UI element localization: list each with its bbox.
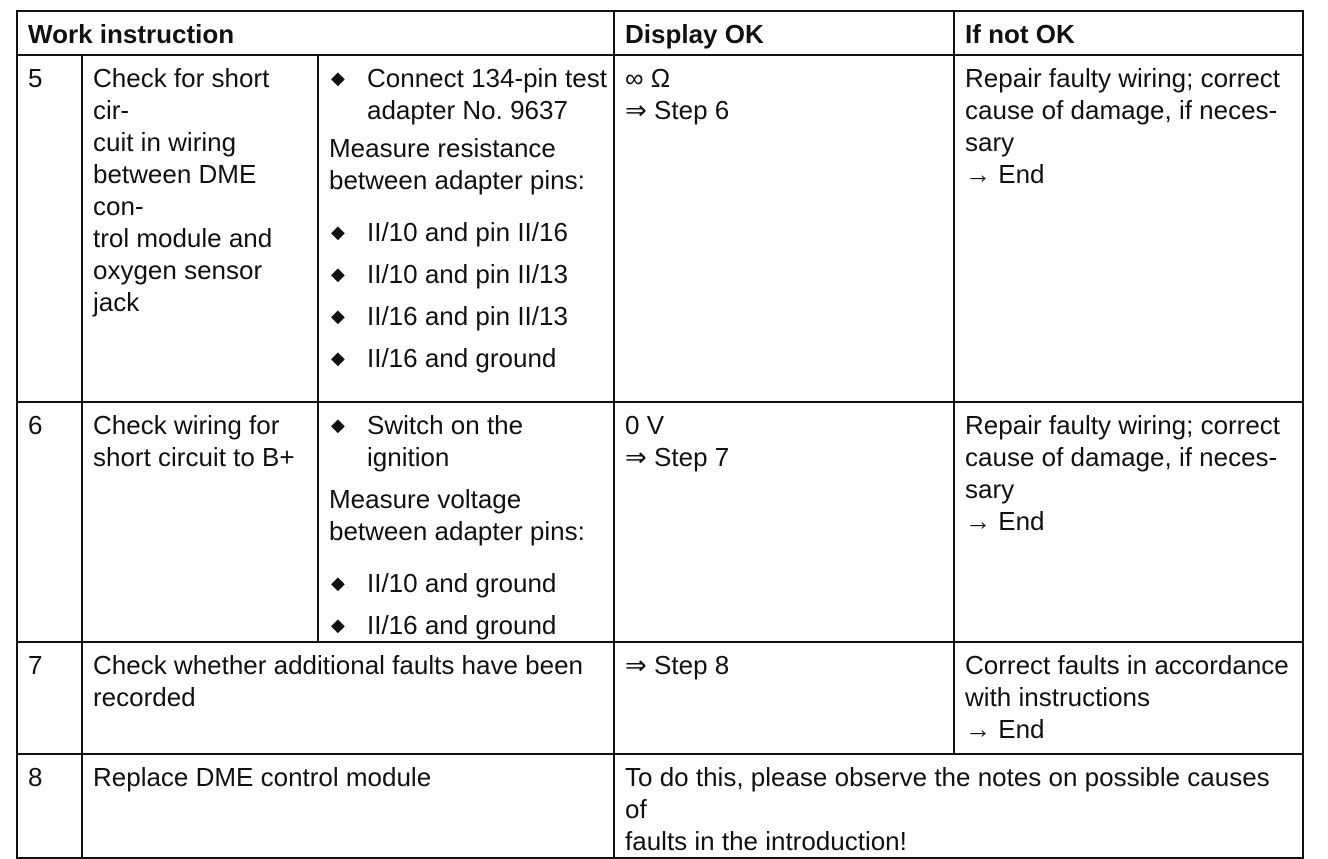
table-row xyxy=(17,642,1303,754)
if-not-ok-action: Repair faulty wiring; correct cause of damage, if neces- sary → End xyxy=(954,55,1303,402)
step-number: 8 xyxy=(17,754,82,858)
header-if-not-ok: If not OK xyxy=(954,11,1303,55)
bullet-text: Connect 134-pin test adapter No. 9637 xyxy=(367,63,607,125)
step-description: Check wiring for short circuit to B+ xyxy=(82,402,318,642)
list-item xyxy=(329,62,609,126)
display-ok-value: ∞ Ω ⇒ Step 6 xyxy=(614,55,954,402)
display-ok-value: ⇒ Step 8 xyxy=(614,642,954,754)
measure-instruction: Measure voltage between adapter pins: xyxy=(329,484,585,546)
if-not-ok-action: Correct faults in accordance with instructions → End xyxy=(954,642,1303,754)
diamond-icon: ◆ xyxy=(331,615,345,635)
header-display-ok: Display OK xyxy=(614,11,954,55)
table-row xyxy=(17,55,1303,402)
diamond-icon: ◆ xyxy=(331,573,345,593)
bullet-text: II/16 and ground xyxy=(367,343,557,373)
diamond-icon: ◆ xyxy=(331,306,345,326)
step-number: 6 xyxy=(17,402,82,642)
step-note: To do this, please observe the notes on possible causes of faults in the introduction! xyxy=(614,754,1303,858)
step-number: 5 xyxy=(17,55,82,402)
table-row xyxy=(17,402,1303,642)
if-not-ok-action: Repair faulty wiring; correct cause of damage, if neces- sary → End xyxy=(954,402,1303,642)
step-description: Check for short cir- cuit in wiring between DME con- trol module and oxygen sensor jack xyxy=(82,55,318,402)
step-number: 7 xyxy=(17,642,82,754)
header-row xyxy=(17,11,1303,55)
header-work-instruction: Work instruction xyxy=(17,11,614,55)
list-item xyxy=(329,216,609,248)
diamond-icon: ◆ xyxy=(331,264,345,284)
step-description: Check whether additional faults have been recorded xyxy=(82,642,614,754)
diamond-icon: ◆ xyxy=(331,348,345,368)
step-actions xyxy=(318,55,614,402)
list-item xyxy=(329,258,609,290)
diamond-icon: ◆ xyxy=(331,68,345,88)
bullet-text: II/10 and ground xyxy=(367,568,557,598)
bullet-text: II/10 and pin II/13 xyxy=(367,259,568,289)
bullet-text: Switch on the ignition xyxy=(367,410,524,472)
diamond-icon: ◆ xyxy=(331,222,345,242)
list-item xyxy=(329,609,609,641)
display-ok-value: 0 V ⇒ Step 7 xyxy=(614,402,954,642)
step-description: Replace DME control module xyxy=(82,754,614,858)
work-instruction-table xyxy=(16,10,1304,859)
list-item xyxy=(329,342,609,374)
bullet-text: II/16 and pin II/13 xyxy=(367,301,568,331)
bullet-text: II/16 and ground xyxy=(367,610,557,640)
bullet-text: II/10 and pin II/16 xyxy=(367,217,568,247)
diamond-icon: ◆ xyxy=(331,415,345,435)
list-item xyxy=(329,300,609,332)
table-row xyxy=(17,754,1303,858)
measure-instruction: Measure resistance between adapter pins: xyxy=(329,133,585,195)
step-actions xyxy=(318,402,614,642)
list-item xyxy=(329,409,609,473)
list-item xyxy=(329,567,609,599)
